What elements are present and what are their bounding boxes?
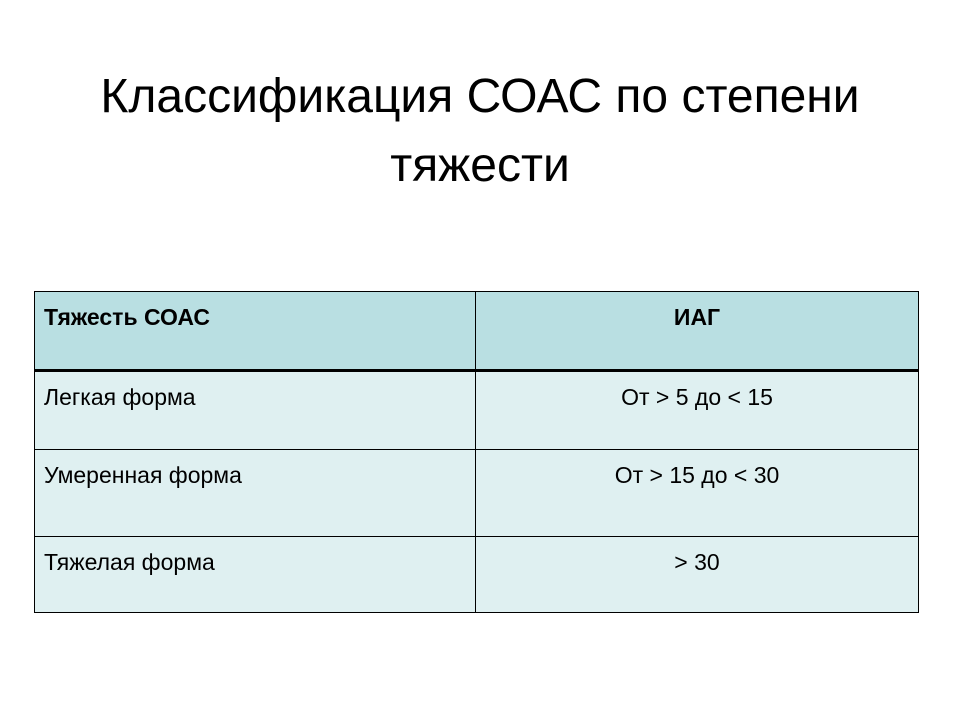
cell-iag: От > 15 до < 30 [476, 450, 919, 537]
cell-severity: Легкая форма [35, 371, 476, 450]
table-row [35, 537, 919, 613]
table-row [35, 450, 919, 537]
cell-severity: Тяжелая форма [35, 537, 476, 613]
cell-iag: > 30 [476, 537, 919, 613]
severity-classification-table [34, 291, 919, 613]
header-severity: Тяжесть СОАС [35, 292, 476, 371]
table-row [35, 371, 919, 450]
cell-iag: От > 5 до < 15 [476, 371, 919, 450]
cell-severity: Умеренная форма [35, 450, 476, 537]
slide-title: Классификация СОАС по степени тяжести [100, 70, 860, 192]
header-iag: ИАГ [476, 292, 919, 371]
table-header-row [35, 292, 919, 371]
